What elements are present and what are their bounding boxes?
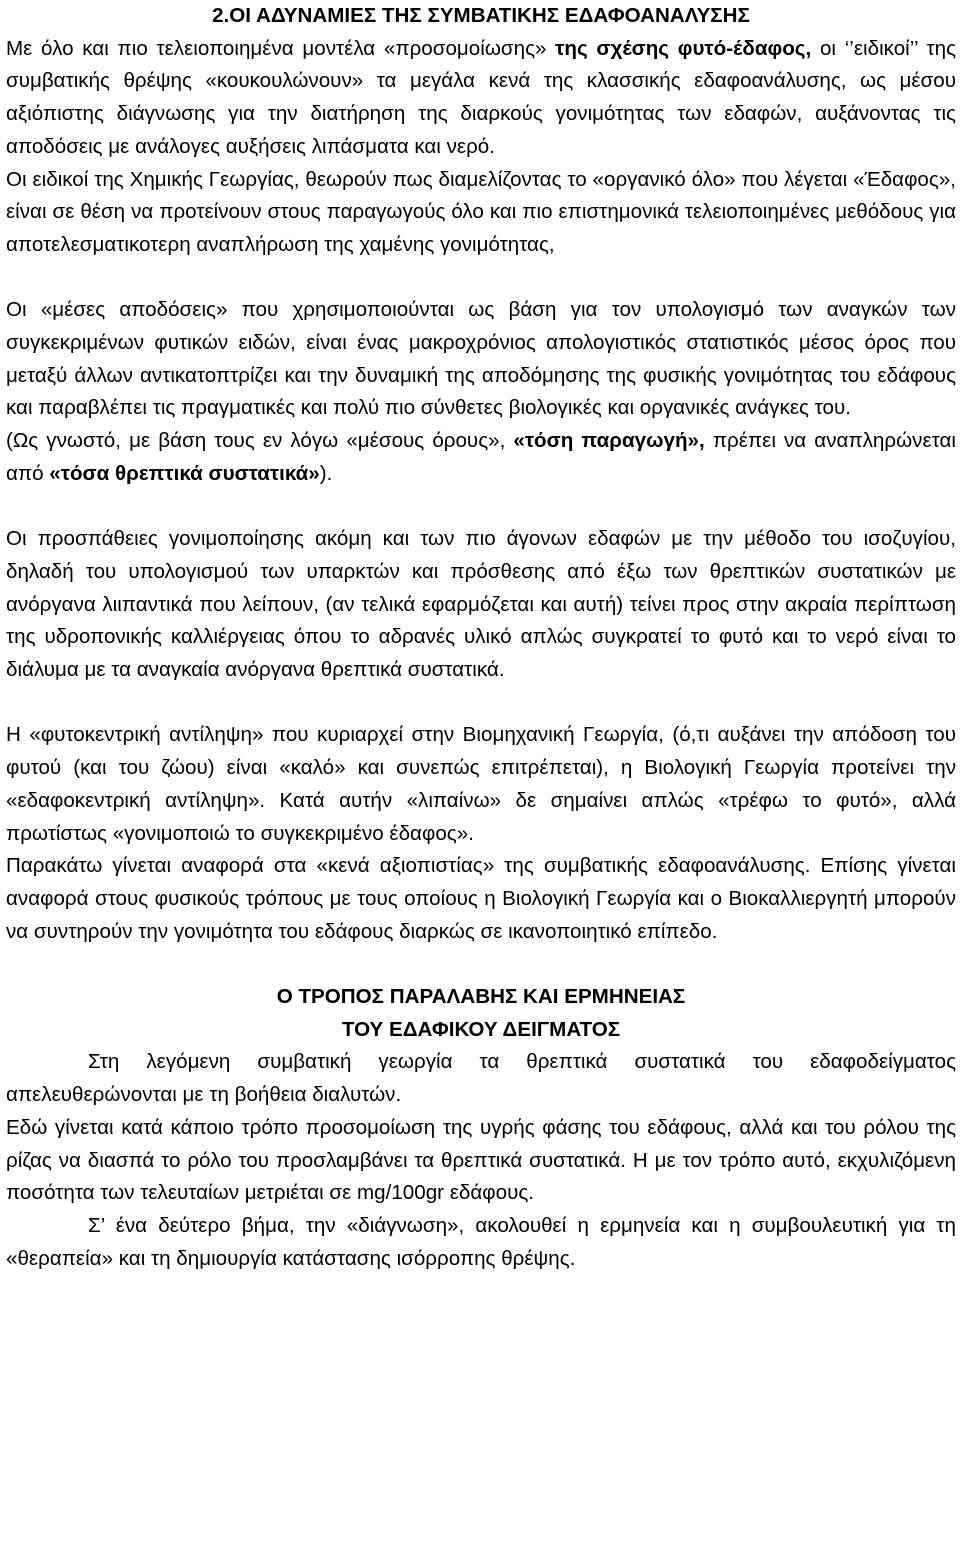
- paragraph-2: Οι ειδικοί της Χημικής Γεωργίας, θεωρούν πως διαμελίζοντας το «οργανικό όλο» που λέγεται «Έδαφος», είναι σε θέση να προτείνουν στους παραγωγούς όλο και πιο επιστημονικά τελειοποιημένες μεθόδους για αποτελεσματικοτερη αναπλήρωση της χαμένης γονιμότητας,: [6, 167, 956, 256]
- paragraph-7: Παρακάτω γίνεται αναφορά στα «κενά αξιοπιστίας» της συμβατικής εδαφοανάλυσης. Επίσης γίνεται αναφορά στους φυσικούς τρόπους με τους οποίους η Βιολογική Γεωργία και ο Βιοκαλλιεργητή μπορούν να συντηρούν την γονιμότητα του εδάφους διαρκώς σε ικανοποιητικό επίπεδο.: [6, 854, 956, 943]
- p1-bold: της σχέσης φυτό-έδαφος,: [555, 36, 812, 60]
- paragraph-1: [6, 33, 956, 164]
- spacer: [6, 262, 956, 295]
- document-page: [6, 0, 956, 1275]
- paragraph-4: [6, 425, 956, 490]
- heading-2-line-1: Ο ΤΡΟΠΟΣ ΠΑΡΑΛΑΒΗΣ ΚΑΙ ΕΡΜΗΝΕΙΑΣ: [276, 985, 686, 1009]
- p4-text-c: πρέπει να αναπληρώνεται από: [6, 429, 956, 485]
- spacer: [6, 948, 956, 981]
- p1-text-c: οι ‘’ειδικοί’’ της συμβατικής θρέψης «κουκουλώνουν» τα μεγάλα κενά της κλασσικής εδαφοανάλυσης, ως μέσου αξιόπιστης διάγνωσης για την διατήρηση της διαρκούς γονιμότητας των εδαφών, αυξάνοντας τις αποδόσεις με ανάλογες αυξήσεις λιπάσματα και νερό.: [6, 36, 956, 158]
- paragraph-5: Οι προσπάθειες γονιμοποίησης ακόμη και των πιο άγονων εδαφών με την μέθοδο του ισοζυγίου, δηλαδή του υπολογισμού των υπαρκτών και πρόσθεσης από έξω των θρεπτικών συστατικών με ανόργανα λιιπαντικά που λείπουν, (αν τελικά εφαρμόζεται και αυτή) τείνει προς στην ακραία περίπτωση της υδροπονικής καλλιέργειας όπου το αδρανές υλικό απλώς συγκρατεί το φυτό και το νερό είναι το διάλυμα με τα αναγκαία ανόργανα θρεπτικά συστατικά.: [6, 527, 956, 682]
- p4-bold-1: «τόση παραγωγή»,: [513, 429, 705, 453]
- p4-text-e: ).: [319, 461, 333, 485]
- section-title: 2.ΟΙ ΑΔΥΝΑΜΙΕΣ ΤΗΣ ΣΥΜΒΑΤΙΚΗΣ ΕΔΑΦΟΑΝΑΛΥΣΗΣ: [212, 4, 750, 27]
- paragraph-8: Στη λεγόμενη συμβατική γεωργία τα θρεπτικά συστατικά του εδαφοδείγματος απελευθερώνονται με τη βοήθεια διαλυτών.: [6, 1050, 956, 1107]
- p4-bold-2: «τόσα θρεπτικά συστατικά»: [49, 461, 320, 485]
- paragraph-10: Σ’ ένα δεύτερο βήμα, την «διάγνωση», ακολουθεί η ερμηνεία και η συμβουλευτική για τη «θεραπεία» και τη δημιουργία κατάστασης ισόρροπης θρέψης.: [6, 1213, 956, 1270]
- p1-text-a: Με όλο και πιο τελειοποιημένα μοντέλα «προσομοίωσης»: [6, 36, 556, 60]
- p4-text-a: (Ως γνωστό, με βάση τους εν λόγω «μέσους όρους»,: [6, 429, 514, 453]
- spacer: [6, 491, 956, 524]
- heading-2-line-2: ΤΟΥ ΕΔΑΦΙΚΟΥ ΔΕΙΓΜΑΤΟΣ: [341, 1017, 621, 1041]
- paragraph-6: Η «φυτοκεντρική αντίληψη» που κυριαρχεί στην Βιομηχανική Γεωργία, (ό,τι αυξάνει την απόδοση του φυτού (και του ζώου) είναι «καλό» και συνεπώς επιτρέπεται), η Βιολογική Γεωργία προτείνει την «εδαφοκεντρική αντίληψη». Κατά αυτήν «λιπαίνω» δε σημαίνει απλώς «τρέφω το φυτό», αλλά πρωτίστως «γονιμοποιώ το συγκεκριμένο έδαφος».: [6, 723, 956, 845]
- paragraph-9: Εδώ γίνεται κατά κάποιο τρόπο προσομοίωση της υγρής φάσης του εδάφους, αλλά και του ρόλου της ρίζας να διασπά το ρόλο του προσλαμβάνει τα θρεπτικά συστατικά. Η με τον τρόπο αυτό, εκχυλιζόμενη ποσότητα των τελευταίων μετριέται σε mg/100gr εδάφους.: [6, 1115, 956, 1205]
- spacer: [6, 687, 956, 720]
- paragraph-3: Οι «μέσες αποδόσεις» που χρησιμοποιούνται ως βάση για τον υπολογισμό των αναγκών των συγκεκριμένων φυτικών ειδών, είναι ένας μακροχρόνιος απολογιστικός στατιστικός μέσος όρος που μεταξύ άλλων αντικατοπτρίζει και την δυναμική της αποδόμησης της φυσικής γονιμότητας του εδάφους και παραβλέπει τις πραγματικές και πολύ πιο σύνθετες βιολογικές και οργανικές ανάγκες του.: [6, 298, 956, 420]
